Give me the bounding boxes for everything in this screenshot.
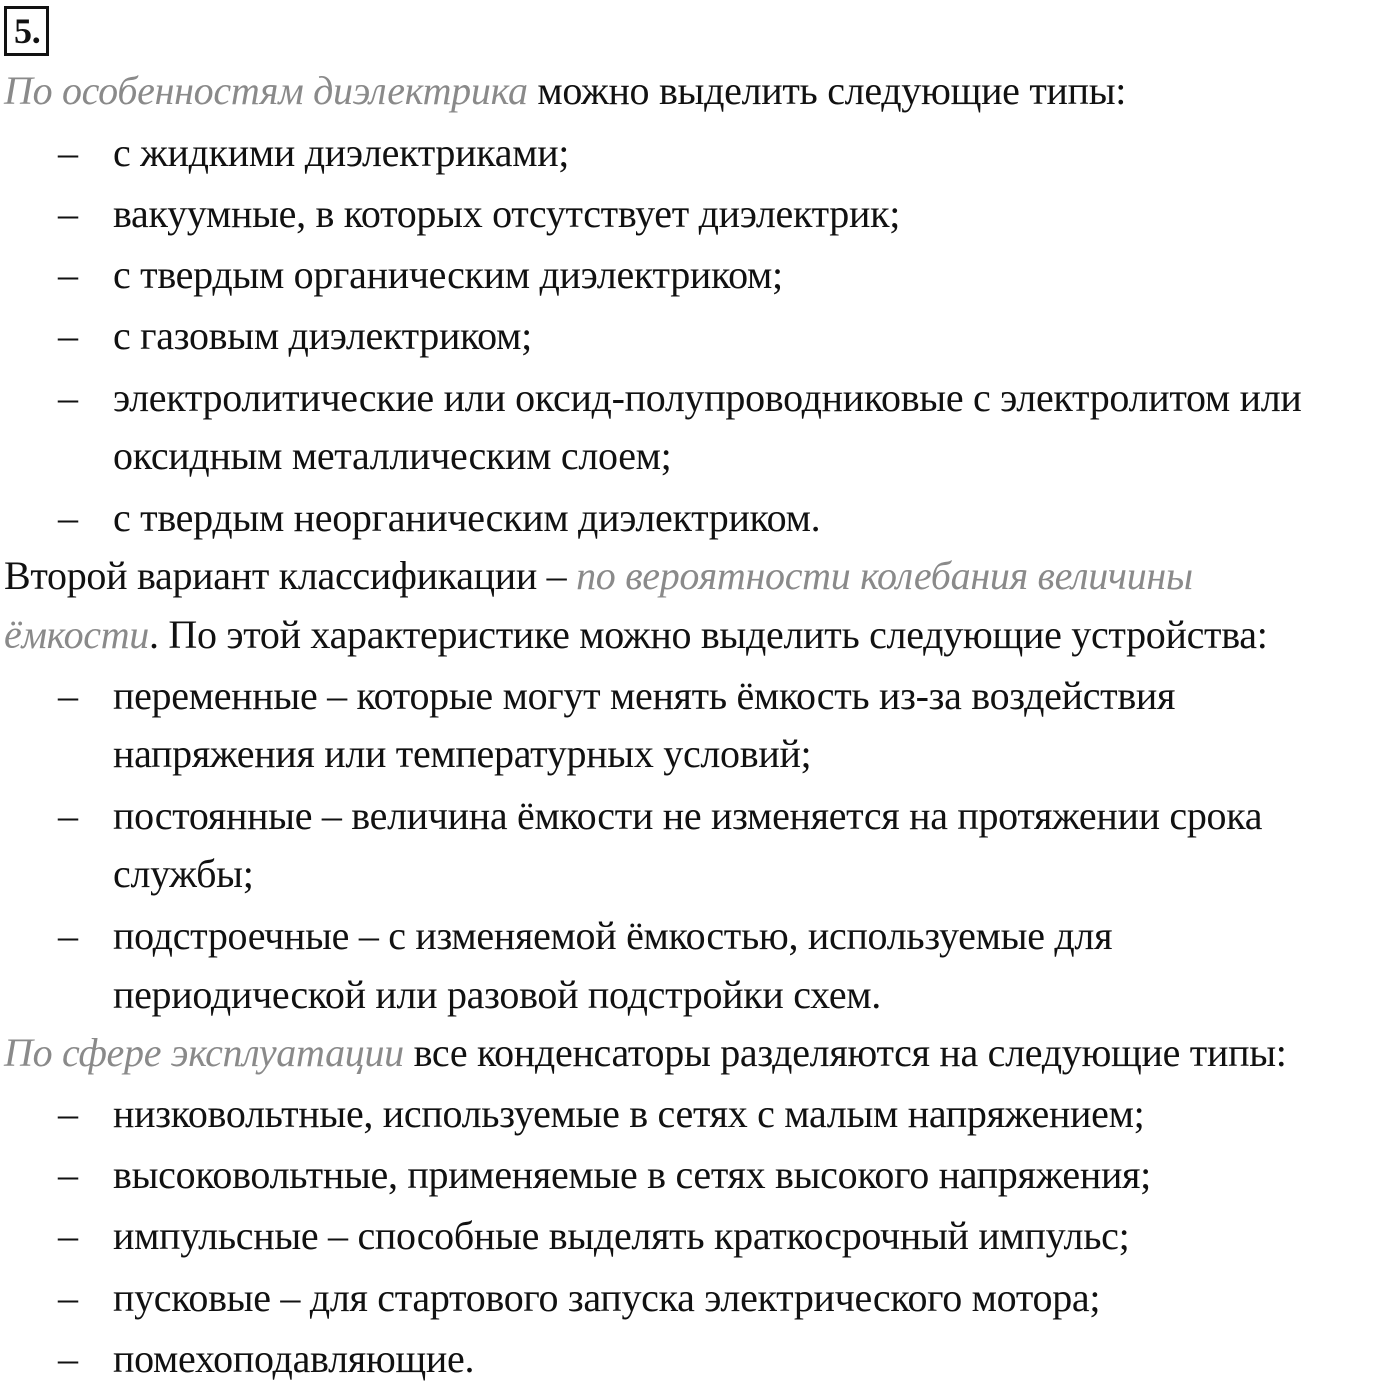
list-item: постоянные – величина ёмкости не изменяется на протяжении срока [113, 793, 1263, 838]
list-item: с газовым диэлектриком; [113, 313, 532, 358]
bullet-dash: – [58, 130, 78, 175]
bullet-dash: – [58, 913, 78, 958]
section3-intro [4, 1030, 1287, 1075]
bullet-dash: – [58, 1275, 78, 1320]
list-item: подстроечные – с изменяемой ёмкостью, используемые для [113, 913, 1113, 958]
list-item: вакуумные, в которых отсутствует диэлектрик; [113, 191, 901, 236]
section1-intro-italic: По особенностям диэлектрика [4, 68, 528, 113]
list-item-continuation: напряжения или температурных условий; [113, 731, 812, 776]
list-item-continuation: периодической или разовой подстройки схем. [113, 972, 881, 1017]
section3-intro-rest: все конденсаторы разделяются на следующие типы: [403, 1030, 1287, 1075]
bullet-dash: – [58, 1091, 78, 1136]
section2-intro-italic: по вероятности колебания величины [576, 553, 1193, 598]
section1-intro [4, 68, 1127, 113]
bullet-dash: – [58, 495, 78, 540]
list-item: электролитические или оксид-полупроводниковые с электролитом или [113, 375, 1302, 420]
bullet-dash: – [58, 375, 78, 420]
bullet-dash: – [58, 191, 78, 236]
task-number: 5. [4, 6, 49, 56]
bullet-dash: – [58, 1213, 78, 1258]
section2-intro-italic-2: ёмкости [4, 612, 150, 657]
list-item: с твердым неорганическим диэлектриком. [113, 495, 821, 540]
bullet-dash: – [58, 1152, 78, 1197]
section3-intro-italic: По сфере эксплуатации [4, 1030, 404, 1075]
section2-intro-line2 [4, 612, 1268, 657]
bullet-dash: – [58, 252, 78, 297]
bullet-dash: – [58, 313, 78, 358]
section2-intro-line1 [4, 553, 1193, 598]
section2-intro-text: Второй вариант классификации – [4, 553, 577, 598]
section1-intro-rest: можно выделить следующие типы: [527, 68, 1127, 113]
bullet-dash: – [58, 1336, 78, 1381]
list-item: пусковые – для стартового запуска электрического мотора; [113, 1275, 1101, 1320]
section2-intro-text-2: . По этой характеристике можно выделить следующие устройства: [149, 612, 1268, 657]
list-item: с жидкими диэлектриками; [113, 130, 570, 175]
list-item: переменные – которые могут менять ёмкость из-за воздействия [113, 673, 1176, 718]
list-item: с твердым органическим диэлектриком; [113, 252, 783, 297]
list-item: помехоподавляющие. [113, 1336, 475, 1381]
list-item-continuation: оксидным металлическим слоем; [113, 433, 672, 478]
bullet-dash: – [58, 793, 78, 838]
list-item-continuation: службы; [113, 851, 254, 896]
list-item: высоковольтные, применяемые в сетях высокого напряжения; [113, 1152, 1151, 1197]
list-item: низковольтные, используемые в сетях с малым напряжением; [113, 1091, 1145, 1136]
bullet-dash: – [58, 673, 78, 718]
list-item: импульсные – способные выделять краткосрочный импульс; [113, 1213, 1130, 1258]
